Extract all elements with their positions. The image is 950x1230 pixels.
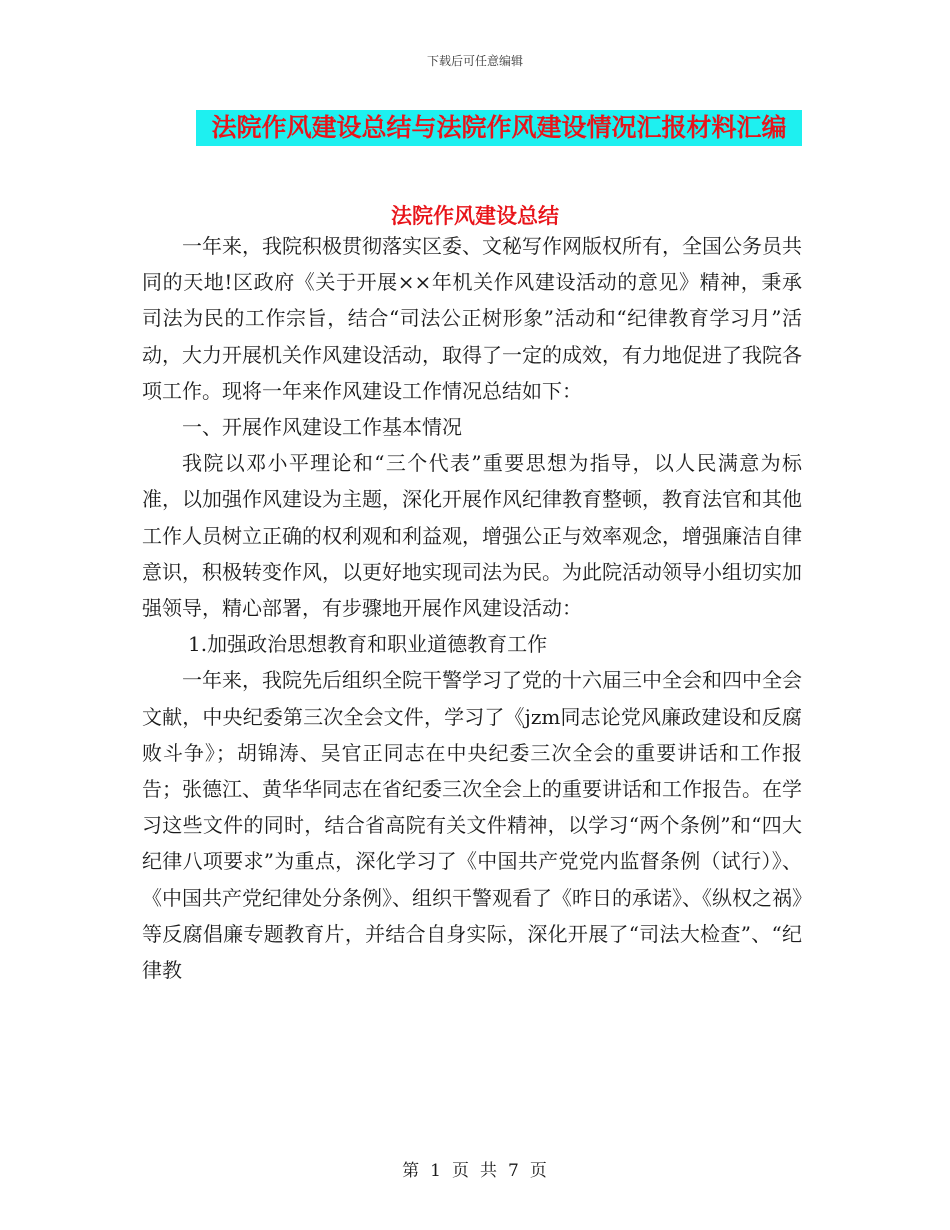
page-header-note: 下载后可任意编辑 [426, 54, 523, 68]
current-page: 1 [430, 1161, 442, 1181]
paragraph-guidance: 我院以邓小平理论和“三个代表”重要思想为指导，以人民满意为标准，以加强作风建设为主题，深化开展作风纪律教育整顿，教育法官和其他工作人员树立正确的权利观和利益观，增强公正与效率观念，增强廉洁自律意识，积极转变作风，以更好地实现司法为民。为此院活动领导小组切实加强领导，精心部署，有步骤地开展作风建设活动： [142, 451, 802, 621]
document-title: 法院作风建设总结与法院作风建设情况汇报材料汇编 [196, 110, 802, 146]
paragraph-study: 一年来，我院先后组织全院干警学习了党的十六届三中全会和四中全会文献，中央纪委第三次全会文件，学习了《jzm同志论党风廉政建设和反腐败斗争》；胡锦涛、吴官正同志在中央纪委三次全会的重要讲话和工作报告；张德江、黄华华同志在省纪委三次全会上的重要讲话和工作报告。在学习这些文件的同时，结合省高院有关文件精神，以学习“两个条例”和“四大纪律八项要求”为重点，深化学习了《中国共产党党内监督条例（试行）》、《中国共产党纪律处分条例》、组织干警观看了《昨日的承诺》、《纵权之祸》等反腐倡廉专题教育片，并结合自身实际，深化开展了“司法大检查”、“纪律教 [142, 668, 802, 983]
paragraph-intro: 一年来，我院积极贯彻落实区委、文秘写作网版权所有，全国公务员共同的天地!区政府《关于开展××年机关作风建设活动的意见》精神，秉承司法为民的工作宗旨，结合“司法公正树形象”活动和“纪律教育学习月”活动，大力开展机关作风建设活动，取得了一定的成效，有力地促进了我院各项工作。现将一年来作风建设工作情况总结如下： [142, 234, 802, 403]
heading-basic-situation: 一、开展作风建设工作基本情况 [182, 415, 462, 440]
page-unit-label-2: 页 [529, 1161, 548, 1181]
page-unit-label: 页 [452, 1161, 470, 1181]
document-body [142, 228, 802, 988]
section-title: 法院作风建设总结 [391, 204, 559, 228]
total-label: 共 [480, 1161, 498, 1181]
total-pages: 7 [508, 1161, 520, 1181]
page-number [0, 1156, 950, 1181]
heading-item-1: 1.加强政治思想教育和职业道德教育工作 [188, 632, 548, 657]
page-label: 第 [402, 1161, 421, 1181]
